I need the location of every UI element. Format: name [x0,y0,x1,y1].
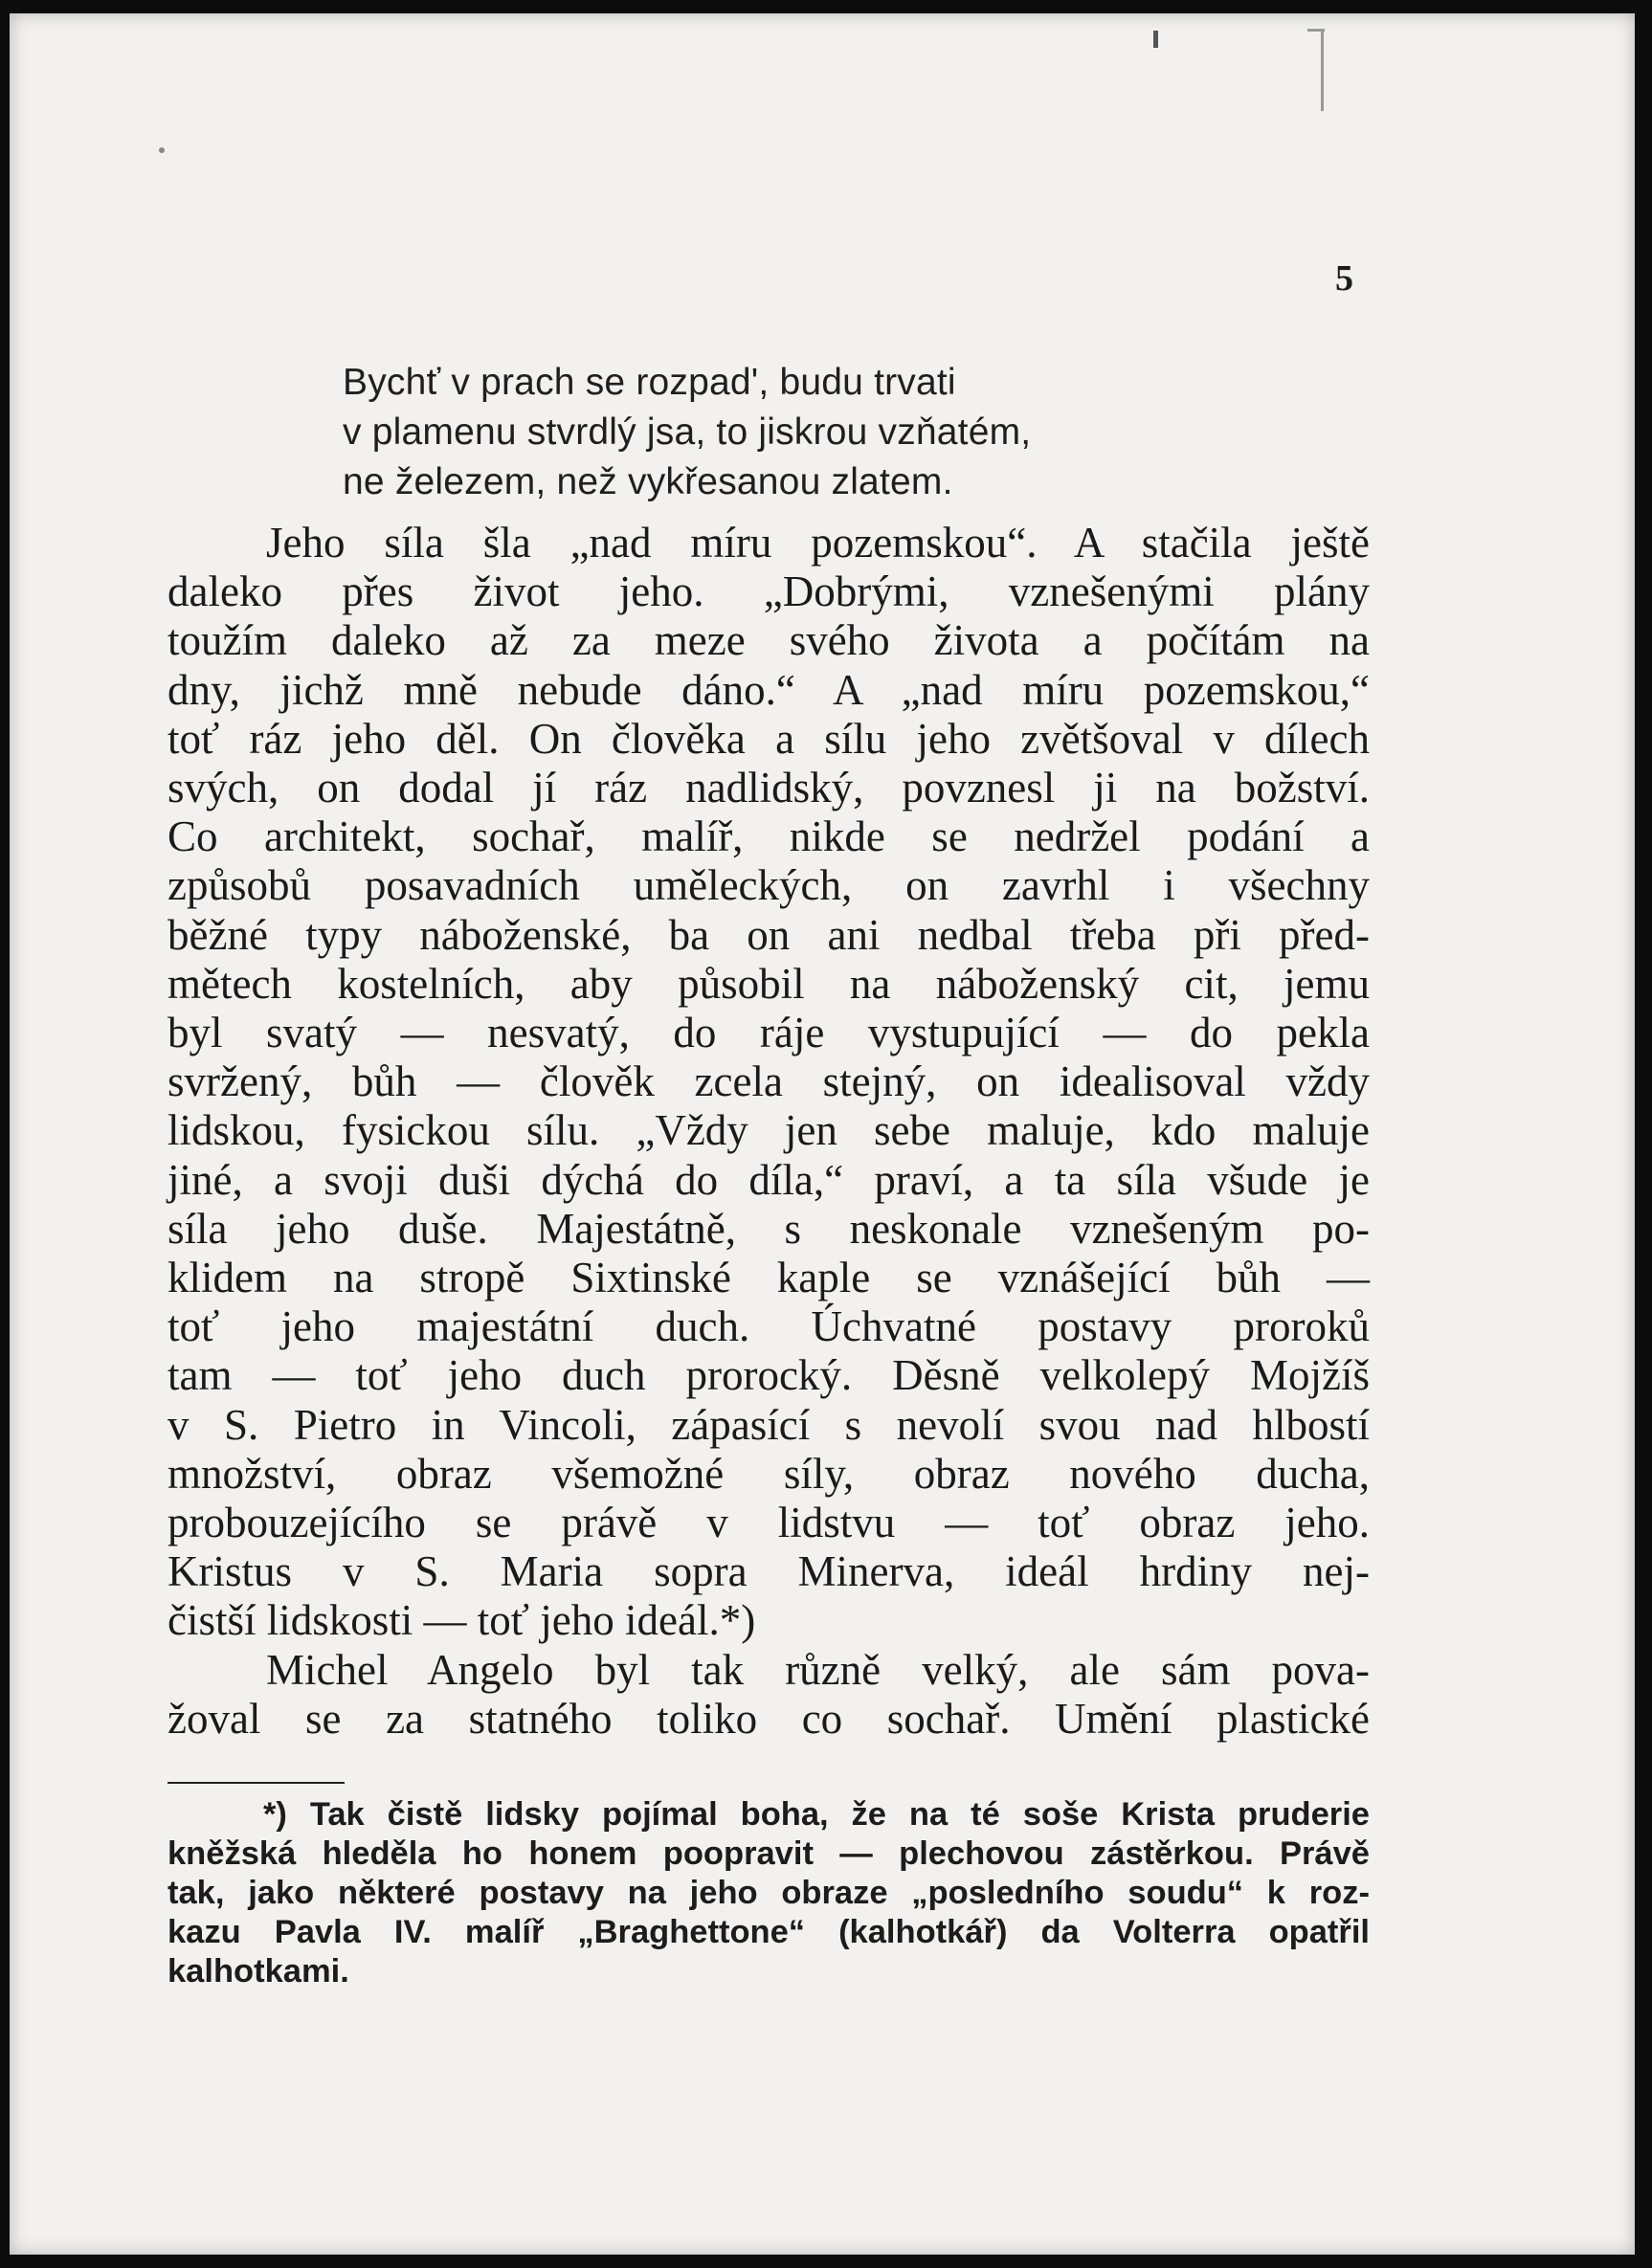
text-line: síla jeho duše. Majestátně, s neskonale vznešeným po- [167,1204,1370,1253]
text-line: čistší lidskosti — toť jeho ideál.*) [167,1596,756,1645]
text-line: daleko přes život jeho. „Dobrými, vznešenými plány [167,567,1370,616]
text-line: Co architekt, sochař, malíř, nikde se nedržel podání a [167,812,1370,861]
text-line: Jeho síla šla „nad míru pozemskou“. A stačila ještě [266,519,1370,567]
text-line: byl svatý — nesvatý, do ráje vystupující — do pekla [167,1009,1370,1057]
footnote [167,1795,1370,1991]
footnote-line: kalhotkami. [167,1953,349,1990]
scan-speck [1321,29,1324,111]
text-line: toť jeho majestátní duch. Úchvatné postavy proroků [167,1302,1370,1351]
scan-speck [1153,31,1158,48]
text-line: toť ráz jeho děl. On člověka a sílu jeho zvětšoval v dílech [167,714,1370,763]
verse-line: ne železem, než vykřesanou zlatem. [343,461,953,502]
text-line: toužím daleko až za meze svého života a počítám na [167,616,1370,665]
footnote-line: tak, jako některé postavy na jeho obraze „posledního soudu“ k roz- [167,1875,1370,1911]
text-line: lidskou, fysickou sílu. „Vždy jen sebe maluje, kdo maluje [167,1106,1370,1155]
text-line: klidem na stropě Sixtinské kaple se vznášející bůh — [167,1254,1370,1302]
text-line: probouzejícího se právě v lidstvu — toť obraz jeho. [167,1499,1370,1547]
page-number: 5 [1335,258,1353,299]
verse-quote [343,358,1031,507]
text-line: množství, obraz všemožné síly, obraz nového ducha, [167,1449,1370,1498]
text-line: dny, jichž mně nebude dáno.“ A „nad míru pozemskou,“ [167,665,1370,714]
body-text [167,519,1370,1744]
text-line: Michel Angelo byl tak různě velký, ale sám pova- [266,1645,1370,1694]
text-line: mětech kostelních, aby působil na náboženský cit, jemu [167,959,1370,1008]
text-line: jiné, a svoji duši dýchá do díla,“ praví, a ta síla všude je [167,1155,1370,1204]
text-line: svých, on dodal jí ráz nadlidský, povznesl ji na božství. [167,764,1370,812]
text-line: běžné typy náboženské, ba on ani nedbal třeba při před- [167,910,1370,959]
text-line: Kristus v S. Maria sopra Minerva, ideál hrdiny nej- [167,1547,1370,1596]
verse-line: Bychť v prach se rozpad', budu trvati [343,362,956,403]
text-line: v S. Pietro in Vincoli, zápasící s nevolí svou nad hlbostí [167,1400,1370,1449]
scan-speck [159,147,165,153]
footnote-line: *) Tak čistě lidsky pojímal boha, že na té soše Krista pruderie [263,1796,1370,1833]
text-line: žoval se za statného toliko co sochař. Umění plastické [167,1694,1370,1743]
footnote-line: kazu Pavla IV. malíř „Braghettone“ (kalhotkář) da Volterra opatřil [167,1914,1370,1950]
footnote-rule [167,1782,345,1784]
text-line: tam — toť jeho duch prorocký. Děsně velkolepý Mojžíš [167,1351,1370,1400]
verse-line: v plamenu stvrdlý jsa, to jiskrou vzňatém, [343,411,1032,453]
text-line: svržený, bůh — člověk zcela stejný, on idealisoval vždy [167,1057,1370,1106]
page-sheet [10,13,1635,2255]
text-line: způsobů posavadních uměleckých, on zavrhl i všechny [167,861,1370,910]
scan-speck [1307,29,1325,32]
footnote-line: kněžská hleděla ho honem poopravit — plechovou zástěrkou. Právě [167,1835,1370,1872]
